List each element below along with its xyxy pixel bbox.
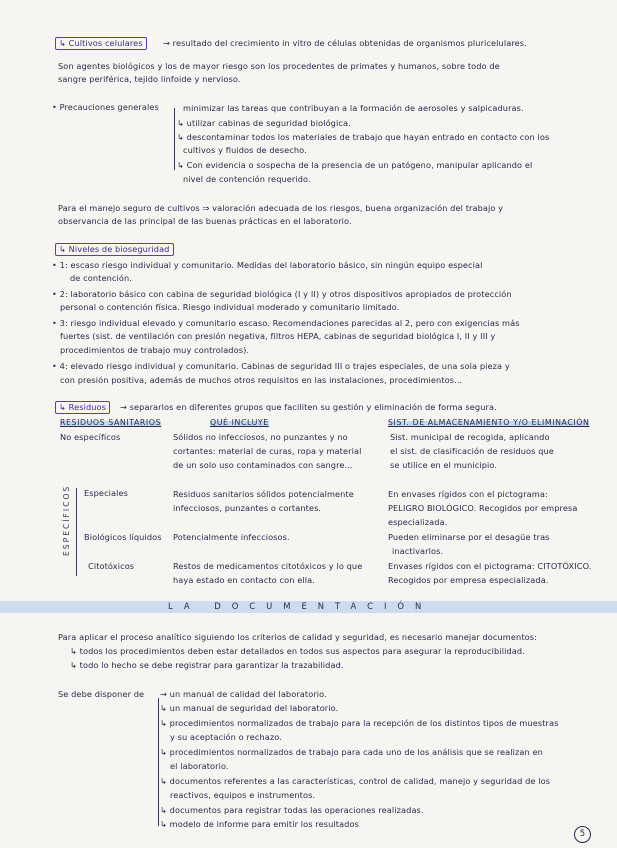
especificos-brace [76, 488, 77, 576]
especificos-label: ESPECÍFICOS [62, 484, 71, 556]
nivel-line: • 1: escaso riesgo individual y comunitario. Medidas del laboratorio básico, sin ningún equipo especial [52, 260, 483, 270]
nivel-line: • 4: elevado riesgo individual y comunitario. Cabinas de seguridad III o trajes especiales, de una sola pieza y [52, 361, 510, 371]
residuo-sistema: se utilice en el municipio. [390, 460, 498, 470]
residuo-incluye: Sólidos no infecciosos, no punzantes y no [173, 432, 348, 442]
residuo-incluye: Potencialmente infecciosos. [173, 532, 290, 542]
precauciones-brace [174, 108, 175, 170]
disponer-item: ↳ modelo de informe para emitir los resultados [160, 819, 359, 829]
residuo-sistema: PELIGRO BIOLÓGICO. Recogidos por empresa [388, 503, 578, 513]
precaucion-item: minimizar las tareas que contribuyan a la formación de aerosoles y salpicaduras. [183, 103, 524, 113]
nivel-line: procedimientos de trabajo muy controlados). [60, 345, 250, 355]
page-number: 5 [574, 826, 591, 843]
disponer-item: → un manual de calidad del laboratorio. [160, 689, 327, 699]
residuo-sistema: el sist. de clasificación de residuos que [390, 446, 554, 456]
residuo-sistema: inactivarlos. [392, 546, 444, 556]
precaucion-item: cultivos y fluidos de desecho. [183, 145, 307, 155]
residuo-name: Biológicos líquidos [84, 532, 162, 542]
residuo-sistema: Sist. municipal de recogida, aplicando [390, 432, 550, 442]
precaucion-item: ↳ Con evidencia o sospecha de la presencia de un patógeno, manipular aplicando el [177, 160, 533, 170]
disponer-item: ↳ procedimientos normalizados de trabajo para la recepción de los distintos tipos de muestras [160, 718, 559, 728]
residuo-name: Especiales [84, 488, 129, 498]
disponer-brace [158, 698, 159, 826]
residuo-sistema: Envases rígidos con el pictograma: CITOTÓXICO. [388, 561, 592, 571]
table-header-sistema: SIST. DE ALMACENAMIENTO Y/O ELIMINACIÓN [388, 418, 590, 427]
table-header-incluye: QUÉ INCLUYE [210, 418, 269, 427]
documentacion-intro: Para aplicar el proceso analítico siguiendo los criterios de calidad y seguridad, es necesario manejar documentos: [58, 632, 537, 642]
documentacion-point: ↳ todos los procedimientos deben estar detallados en todos sus aspectos para asegurar la reproducibilidad. [70, 646, 525, 656]
nivel-line: de contención. [70, 273, 132, 283]
disponer-item: ↳ un manual de seguridad del laboratorio. [160, 703, 339, 713]
nivel-line: con presión positiva, además de muchos otros requisitos en las instalaciones, procedimientos... [60, 375, 463, 385]
cultivos-definition: → resultado del crecimiento in vitro de células obtenidas de organismos pluricelulares. [163, 38, 527, 48]
nivel-line: fuertes (sist. de ventilación con presión negativa, filtros HEPA, cabinas de seguridad biológica I, II y III y [60, 331, 496, 341]
disponer-item: ↳ documentos referentes a las características, control de calidad, manejo y seguridad de los [160, 776, 551, 786]
residuo-sistema: En envases rígidos con el pictograma: [388, 489, 548, 499]
nivel-line: • 2: laboratorio básico con cabina de seguridad biológica (I y II) y otros dispositivos apropiados de protección [52, 289, 512, 299]
disponer-item: y su aceptación o rechazo. [170, 732, 282, 742]
residuo-incluye: Restos de medicamentos citotóxicos y lo que [173, 561, 363, 571]
residuo-incluye: Residuos sanitarios sólidos potencialmente [173, 489, 354, 499]
residuo-name: Citotóxicos [88, 561, 135, 571]
section-title-residuos: ↳ Residuos [55, 401, 110, 414]
disponer-item: reactivos, equipos e instrumentos. [170, 790, 316, 800]
manejo-line-2: observancia de las principal de las buenas prácticas en el laboratorio. [58, 216, 352, 226]
precauciones-label: • Precauciones generales [52, 102, 159, 112]
section-title-niveles: ↳ Niveles de bioseguridad [55, 243, 174, 256]
table-header-residuos: RESIDUOS SANITARIOS [60, 418, 162, 427]
disponer-label: Se debe disponer de [58, 689, 145, 699]
residuo-name: No específicos [60, 432, 121, 442]
disponer-item: ↳ documentos para registrar todas las operaciones realizadas. [160, 805, 424, 815]
agentes-line-1: Son agentes biológicos y los de mayor riesgo son los procedentes de primates y humanos, sobre todo de [58, 61, 500, 71]
residuo-incluye: de un solo uso contaminados con sangre... [173, 460, 353, 470]
section-title-cultivos: ↳ Cultivos celulares [55, 37, 147, 50]
residuo-incluye: haya estado en contacto con ella. [173, 575, 315, 585]
precaucion-item: ↳ descontaminar todos los materiales de trabajo que hayan entrado en contacto con los [177, 132, 550, 142]
residuo-incluye: infecciosos, punzantes o cortantes. [173, 503, 322, 513]
nivel-line: personal o contención física. Riesgo individual moderado y comunitario limitado. [60, 302, 400, 312]
precaucion-item: ↳ utilizar cabinas de seguridad biológica. [177, 118, 351, 128]
documentacion-point: ↳ todo lo hecho se debe registrar para garantizar la trazabilidad. [70, 660, 344, 670]
residuos-definition: → separarlos en diferentes grupos que faciliten su gestión y eliminación de forma segura. [120, 402, 497, 412]
residuo-sistema: Pueden eliminarse por el desagüe tras [388, 532, 550, 542]
manejo-line-1: Para el manejo seguro de cultivos ⇒ valoración adecuada de los riesgos, buena organización del trabajo y [58, 203, 504, 213]
precaucion-item: nivel de contención requerido. [183, 174, 311, 184]
disponer-item: el laboratorio. [170, 761, 229, 771]
nivel-line: • 3: riesgo individual elevado y comunitario escaso. Recomendaciones parecidas al 2, pero con exigencias más [52, 318, 520, 328]
section-title-documentacion: LA DOCUMENTACIÓN [168, 601, 433, 611]
agentes-line-2: sangre periférica, tejido linfoide y nervioso. [58, 74, 241, 84]
residuo-sistema: especializada. [388, 517, 448, 527]
residuo-incluye: cortantes: material de curas, ropa y material [173, 446, 362, 456]
disponer-item: ↳ procedimientos normalizados de trabajo para cada uno de los análisis que se realizan en [160, 747, 543, 757]
residuo-sistema: Recogidos por empresa especializada. [388, 575, 549, 585]
